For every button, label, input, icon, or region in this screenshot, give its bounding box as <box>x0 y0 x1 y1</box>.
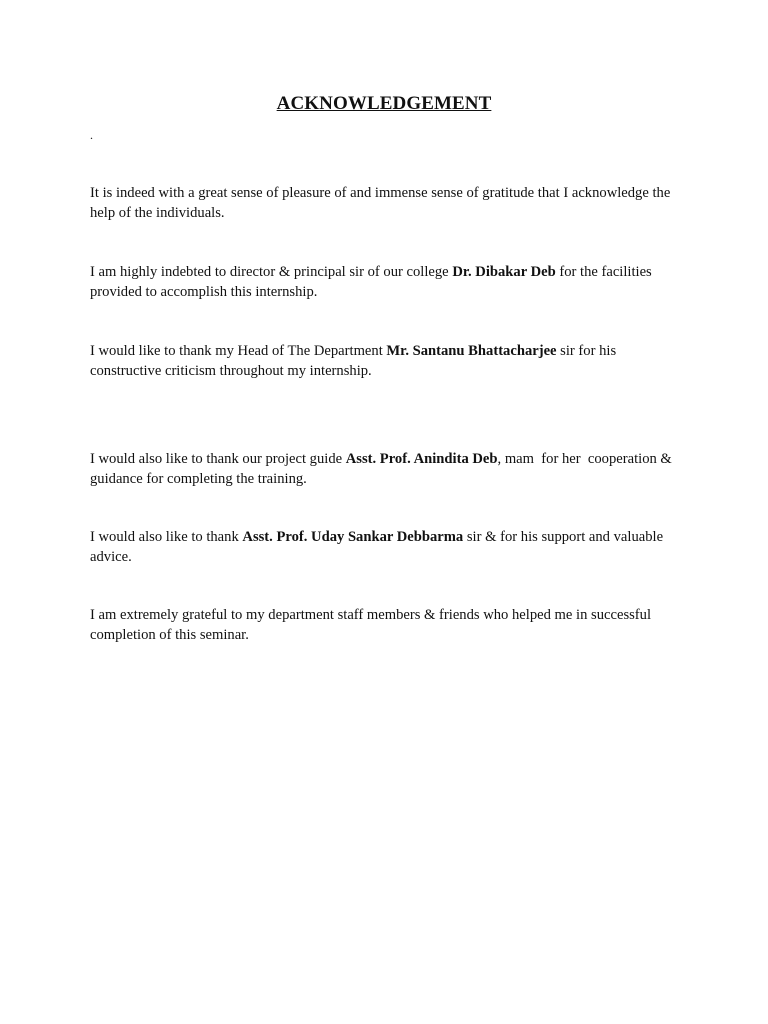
paragraph-text: I would like to thank my Head of The Department <box>90 343 387 359</box>
paragraph-text: I am highly indebted to director & principal sir of our college <box>90 264 453 280</box>
paragraph-text: sir & for his support and valuable advice. <box>90 529 664 565</box>
paragraph-staff-friends: I am extremely grateful to my department staff members & friends who helped me in successful completion of this seminar. <box>90 607 652 643</box>
paragraph-text: for the facilities provided to accomplish this internship. <box>90 264 652 300</box>
paragraph-project-guide <box>90 450 682 489</box>
paragraph-gratitude: It is indeed with a great sense of pleasure of and immense sense of gratitude that I acknowledge the help of the individuals. <box>90 185 671 221</box>
paragraph-hod <box>90 342 682 381</box>
hod-name: Mr. Santanu Bhattacharjee <box>386 343 557 359</box>
director-name: Dr. Dibakar Deb <box>452 264 556 280</box>
paragraph-advisor <box>90 528 682 567</box>
page-title: ACKNOWLEDGEMENT <box>276 93 492 114</box>
paragraph-text: I would also like to thank our project guide <box>90 451 346 467</box>
paragraph-director <box>90 263 682 302</box>
guide-name: Asst. Prof. Anindita Deb <box>345 451 498 467</box>
advisor-name: Asst. Prof. Uday Sankar Debbarma <box>242 529 464 545</box>
paragraph-text: , mam for her cooperation & guidance for completing the training. <box>90 451 676 487</box>
stray-dot: . <box>90 128 93 142</box>
paragraph-text: I would also like to thank <box>90 529 243 545</box>
paragraph-text: sir for his constructive criticism throughout my internship. <box>90 343 617 379</box>
